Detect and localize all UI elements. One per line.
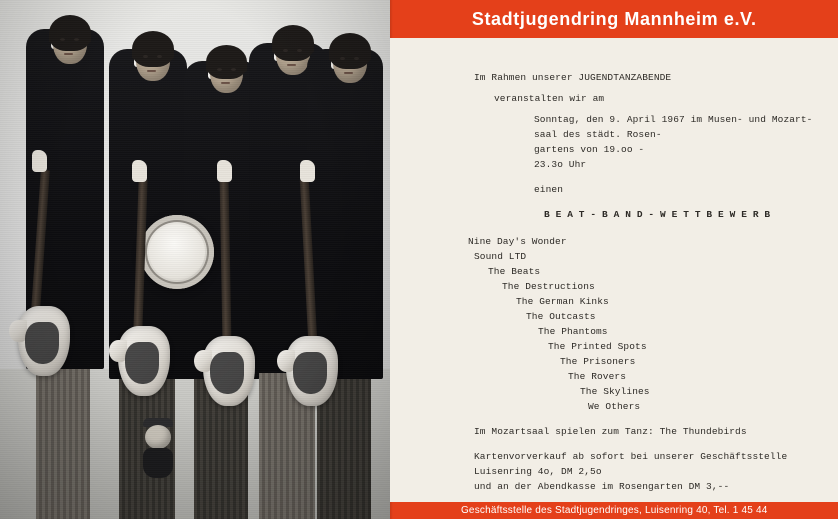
band-list-item: The Prisoners bbox=[560, 356, 636, 368]
mouth bbox=[287, 64, 296, 66]
eye-left bbox=[143, 55, 148, 58]
hair bbox=[49, 15, 91, 51]
band-member-5 bbox=[305, 19, 391, 519]
drum-head bbox=[149, 224, 205, 280]
spacer bbox=[416, 172, 812, 182]
band-list-item: The Rovers bbox=[568, 371, 627, 383]
guitar-body bbox=[18, 306, 70, 376]
guitar-pickguard bbox=[25, 322, 59, 364]
hair bbox=[132, 31, 174, 67]
band-list bbox=[416, 234, 812, 414]
doll-head bbox=[145, 425, 171, 449]
torso bbox=[307, 49, 383, 379]
spacer bbox=[416, 197, 812, 207]
guitar-pickguard bbox=[125, 342, 159, 384]
spacer bbox=[416, 414, 812, 424]
eye-right bbox=[157, 55, 162, 58]
eye-right bbox=[231, 68, 236, 71]
guitar-headstock bbox=[32, 150, 47, 172]
intro-line-1: Im Rahmen unserer JUGENDTANZABENDE bbox=[474, 72, 672, 84]
ticket-line-3: und an der Abendkasse im Rosengarten DM 3,-- bbox=[474, 481, 730, 493]
flyer-header bbox=[390, 0, 838, 38]
band-list-item: The German Kinks bbox=[516, 296, 609, 308]
eye-left bbox=[283, 49, 288, 52]
doll-body bbox=[143, 448, 173, 478]
mouth bbox=[344, 72, 353, 74]
intro-line-4: saal des städt. Rosen- bbox=[534, 129, 662, 141]
ticket-line-1: Kartenvorverkauf ab sofort bei unserer Geschäftsstelle bbox=[474, 451, 788, 463]
band-list-item: The Printed Spots bbox=[548, 341, 647, 353]
guitar-body bbox=[286, 336, 338, 406]
mouth bbox=[147, 70, 156, 72]
intro-line-6: 23.3o Uhr bbox=[534, 159, 587, 171]
organization-title: Stadtjugendring Mannheim e.V. bbox=[471, 8, 757, 29]
band-list-item: Sound LTD bbox=[474, 251, 527, 263]
mouth bbox=[64, 53, 73, 55]
band-list-item: The Skylines bbox=[580, 386, 650, 398]
band-list-item: The Outcasts bbox=[526, 311, 596, 323]
flyer-body bbox=[390, 38, 838, 502]
flyer-footer bbox=[390, 502, 838, 519]
spacer bbox=[416, 439, 812, 449]
band-list-item: The Beats bbox=[488, 266, 541, 278]
band-list-item: The Destructions bbox=[502, 281, 595, 293]
guitar-pickguard bbox=[210, 352, 244, 394]
band-list-item: Nine Day's Wonder bbox=[468, 236, 567, 248]
hair bbox=[206, 45, 247, 79]
intro-line-2: veranstalten wir am bbox=[494, 93, 605, 105]
guitar-body bbox=[118, 326, 170, 396]
mouth bbox=[221, 82, 230, 84]
contest-title: B E A T - B A N D - W E T T B E W E R B bbox=[544, 209, 771, 221]
eye-left bbox=[340, 57, 345, 60]
intro-line-7: einen bbox=[534, 184, 564, 196]
trousers bbox=[36, 359, 90, 519]
band-list-item: We Others bbox=[588, 401, 641, 413]
intro-line-3: Sonntag, den 9. April 1967 im Musen- und Mozart- bbox=[534, 114, 813, 126]
guitar-headstock bbox=[132, 160, 147, 182]
eye-right bbox=[74, 38, 79, 41]
mozartsaal-note: Im Mozartsaal spielen zum Tanz: The Thundebirds bbox=[474, 426, 747, 438]
eye-right bbox=[354, 57, 359, 60]
eye-left bbox=[60, 38, 65, 41]
snare-drum bbox=[140, 215, 214, 289]
eye-left bbox=[217, 68, 222, 71]
intro-line-5: gartens von 19.oo - bbox=[534, 144, 645, 156]
spacer bbox=[416, 60, 812, 70]
footer-contact-text: Geschäftsstelle des Stadtjugendringes, Luisenring 40, Tel. 1 45 44 bbox=[460, 505, 768, 517]
mascot-doll bbox=[140, 418, 180, 488]
eye-right bbox=[297, 49, 302, 52]
guitar-body bbox=[203, 336, 255, 406]
hair bbox=[329, 33, 371, 69]
ticket-line-2: Luisenring 4o, DM 2,5o bbox=[474, 466, 602, 478]
guitar-headstock bbox=[217, 160, 232, 182]
band-photograph bbox=[0, 0, 390, 519]
band-list-item: The Phantoms bbox=[538, 326, 608, 338]
event-flyer bbox=[390, 0, 838, 519]
guitar-pickguard bbox=[293, 352, 327, 394]
guitar-headstock bbox=[300, 160, 315, 182]
